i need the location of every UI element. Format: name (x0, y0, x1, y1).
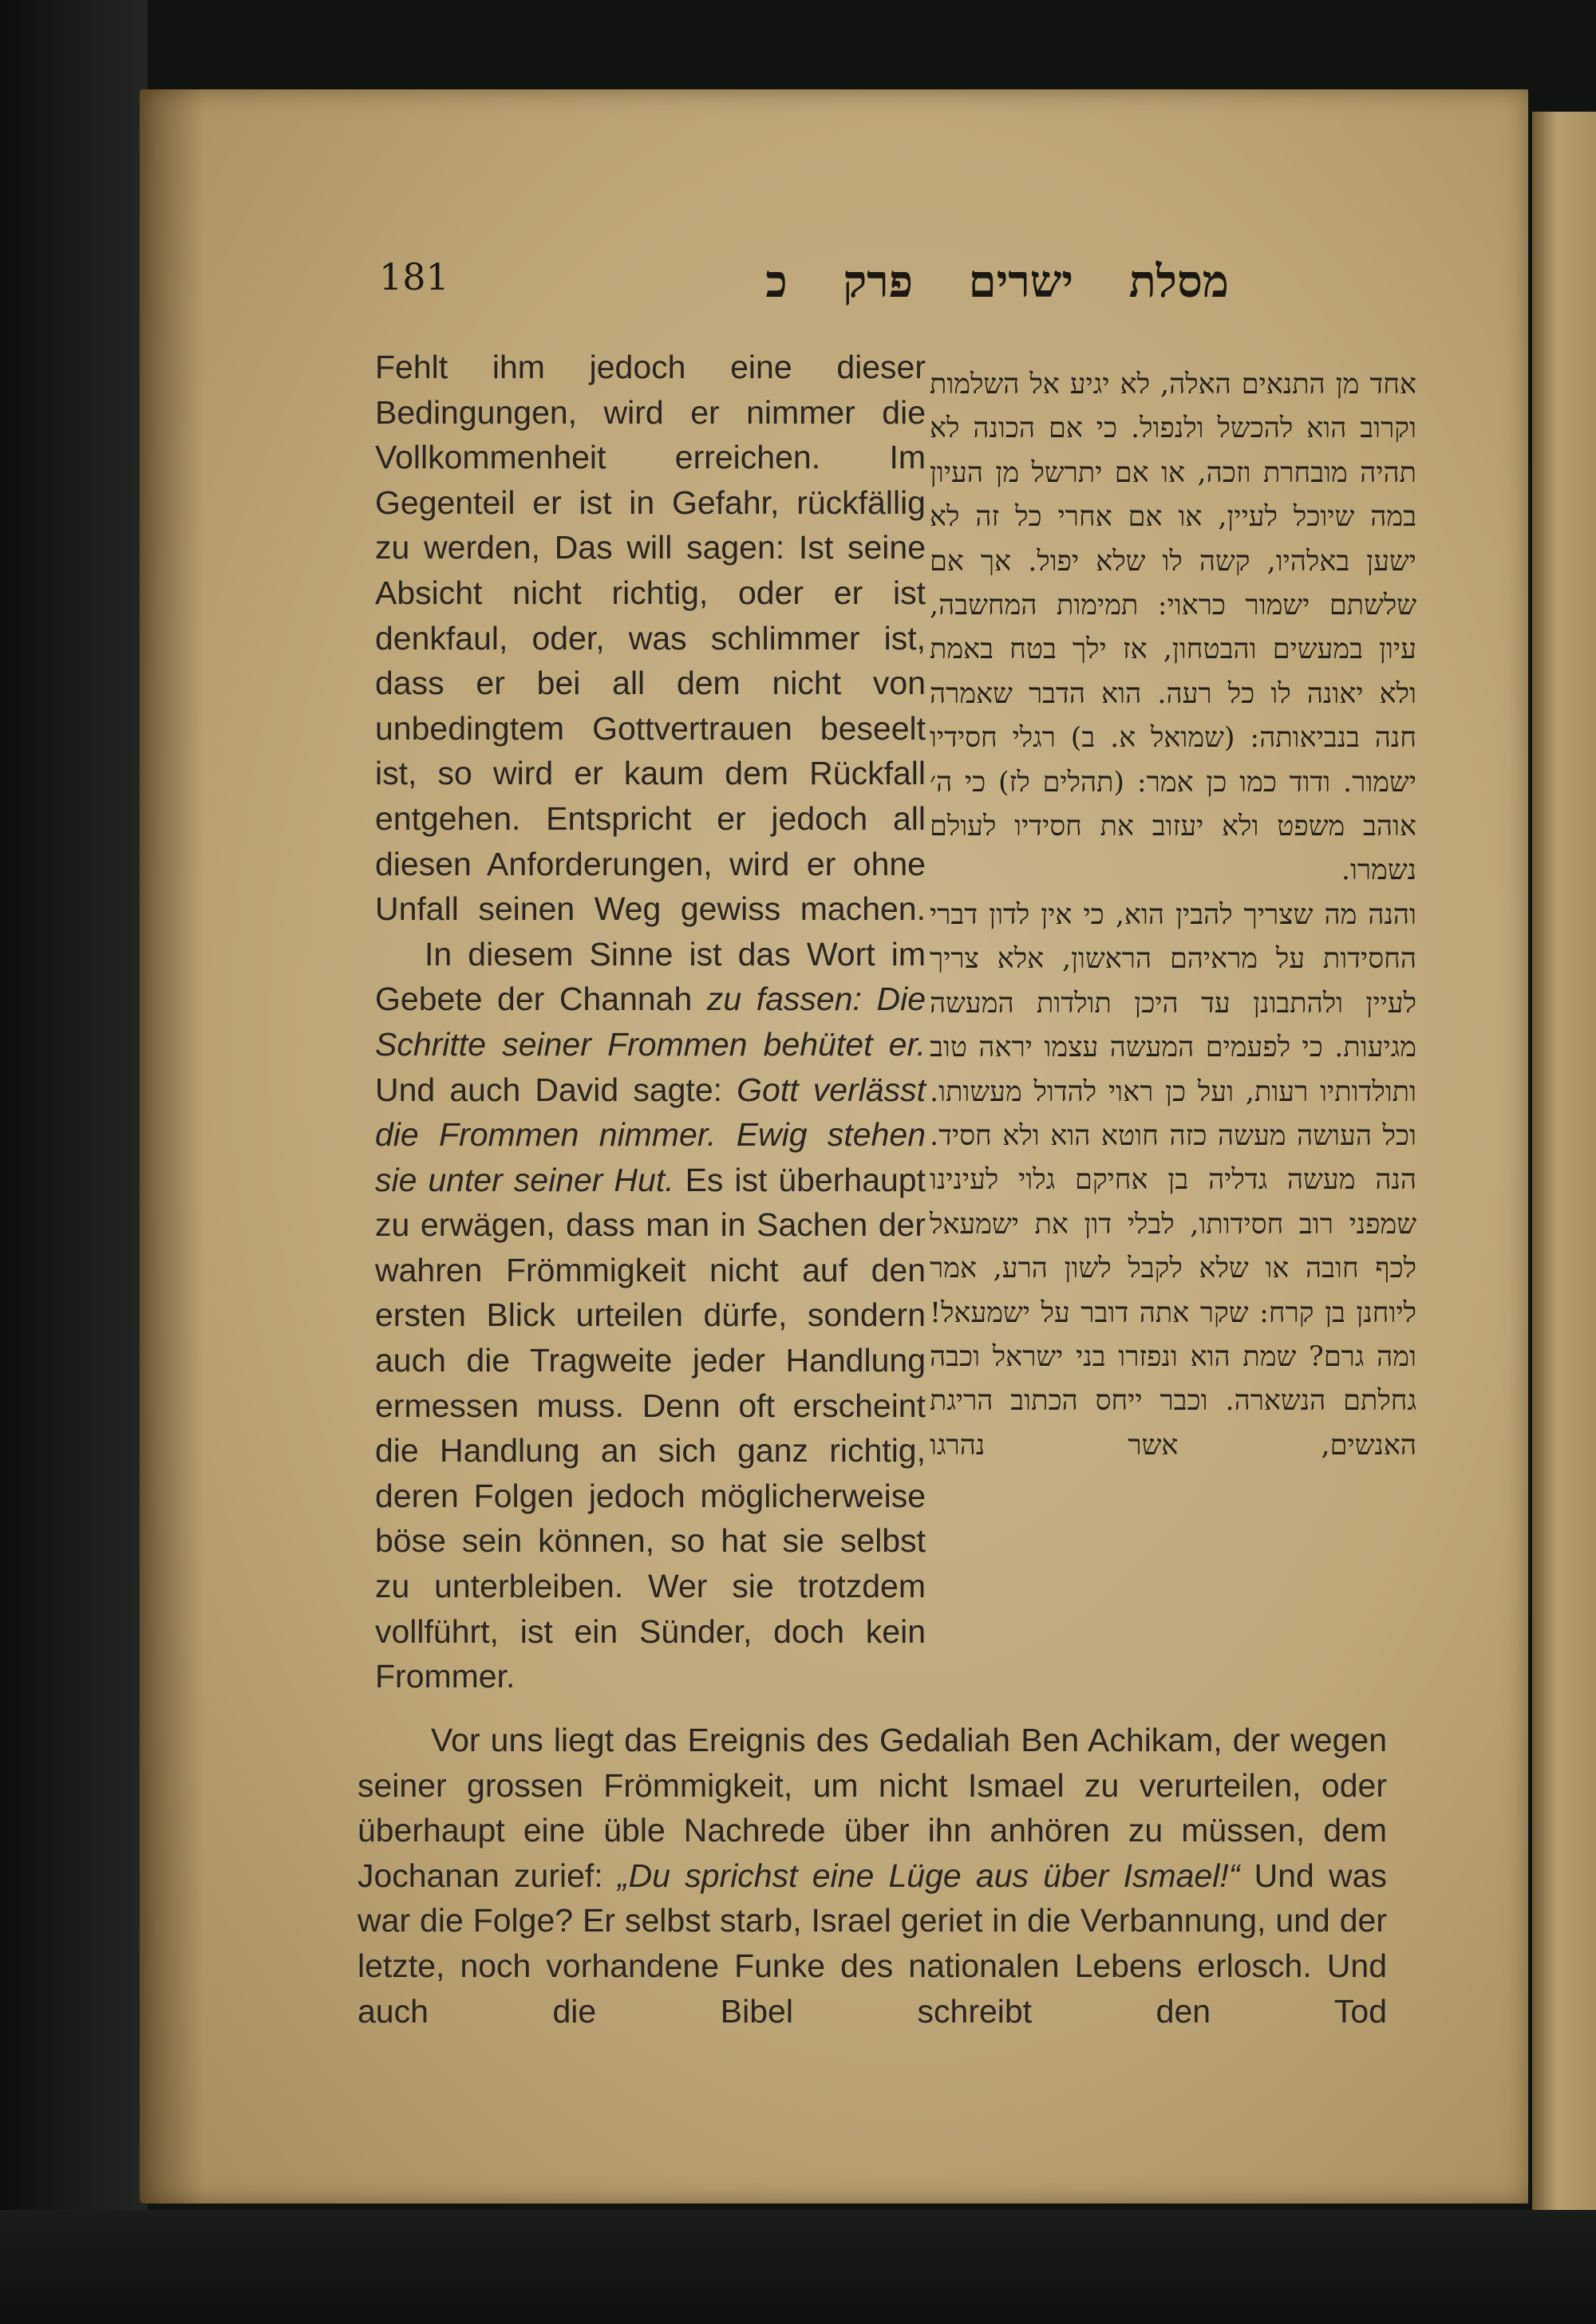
hebrew-paragraph-1: אחד מן התנאים האלה, לא יגיע אל השלמות וקרוב הוא להכשל ולנפול. כי אם הכונה לא תהיה מובחרת וזכה, או אם יתרשל מן העיון במה שיוכל לעיין, או אם אחרי כל זה לא ישען באלהיו, קשה לו שלא יפול. אך אם שלשתם ישמור כראוי: תמימות המחשבה, עיון במעשים והבטחון, אז ילך בטח באמת ולא יאונה לו כל רעה. הוא הדבר שאמרה חנה בנביאותה: (שמואל א. ב) רגלי חסידיו ישמור. ודוד כמו כן אמר: (תהלים לז) כי ה׳ אוהב משפט ולא יעזוב את חסידיו לעולם נשמרו. (930, 369, 1416, 887)
bottom-paragraph (358, 1718, 1387, 2034)
german-p2-text-3: Es ist überhaupt zu erwägen, dass man in Sachen der wahren Frömmigkeit nicht auf den ersten Blick urteilen dürfe, sondern auch die Tragweite jeder Handlung ermessen muss. Denn oft erscheint die Handlung an sich ganz richtig, deren Folgen jedoch möglicherweise böse sein können, so hat sie selbst zu unterbleiben. Wer sie trotzdem vollführt, ist ein Sünder, doch kein Frommer. (375, 1161, 926, 1695)
page-number: 181 (379, 255, 449, 298)
german-p2-italic-1: zu fassen: Die Schritte seiner Frommen behütet er. (375, 980, 926, 1063)
page-header (379, 255, 1229, 327)
german-paragraph-1: Fehlt ihm jedoch eine dieser Bedingungen, wird er nimmer die Vollkommenheit erreichen. Im Gegenteil er ist in Gefahr, rückfällig zu werden, Das will sagen: Ist seine Absicht nicht richtig, oder er ist denkfaul, oder, was schlimmer ist, dass er bei all dem nicht von unbedingtem Gottvertrauen beseelt ist, so wird er kaum dem Rückfall entgehen. Entspricht er jedoch all diesen Anforderungen, wird er ohne Unfall seinen Weg gewiss machen. (375, 349, 926, 928)
page-gutter-shadow (140, 89, 203, 2204)
bottom-text-2: Und was war die Folge? Er selbst starb, Israel geriet in die Verbannung, und der letzte, noch vorhandene Funke des nationalen Lebens erlosch. Und auch die Bibel schreibt den Tod (358, 1856, 1387, 2030)
bottom-italic-1: „Du sprichst eine Lüge aus über Ismael!“ (617, 1856, 1240, 1894)
hebrew-paragraph-2: והנה מה שצריך להבין הוא, כי אין לדון דברי החסידות על מראיהם הראשון, אלא צריך לעיין ולהתבונן עד היכן תולדות המעשה מגיעות. כי לפעמים המעשה עצמו יראה טוב ותולדותיו רעות, ועל כן ראוי להדול מעשותו. וכל העושה מעשה כזה חוטא הוא ולא חסיד. הנה מעשה גדליה בן אחיקם גלוי לעינינו שמפני רוב חסידותו, לבלי דון את ישמעאל לכף חובה או שלא לקבל לשון הרע, אמר ליוחנן בן קרח: שקר אתה דובר על ישמעאל! ומה גרם? שמת הוא ונפזרו בני ישראל וכבה גחלתם הנשארה. וכבר ייחס הכתוב הריגת האנשים, אשר נהרגו (930, 898, 1416, 1462)
bottom-paragraph-text (358, 1718, 1387, 2034)
book-cover-bottom (0, 2210, 1596, 2324)
german-p2-italic-2: Gott verlässt die Frommen nimmer. Ewig stehen sie unter seiner Hut. (375, 1071, 926, 1198)
running-head: מסלת ישרים פרק כ (765, 255, 1229, 308)
german-paragraph-2 (375, 932, 926, 1699)
german-p2-text-2: Und auch David sagte: (375, 1071, 737, 1108)
bottom-text-1: Vor uns liegt das Ereignis des Gedaliah Ben Achikam, der wegen seiner grossen Frömmigkeit, um nicht Ismael zu verurteilen, oder überhaupt eine üble Nachrede über ihn anhören zu müssen, dem Jochanan zurief: (358, 1722, 1387, 1894)
german-column (375, 345, 926, 1699)
facing-page-edge (1532, 112, 1596, 2210)
book-cover-edge (0, 0, 148, 2324)
german-p2-text-1: In diesem Sinne ist das Wort im Gebete der Channah (375, 935, 926, 1018)
hebrew-column (930, 363, 1416, 1468)
